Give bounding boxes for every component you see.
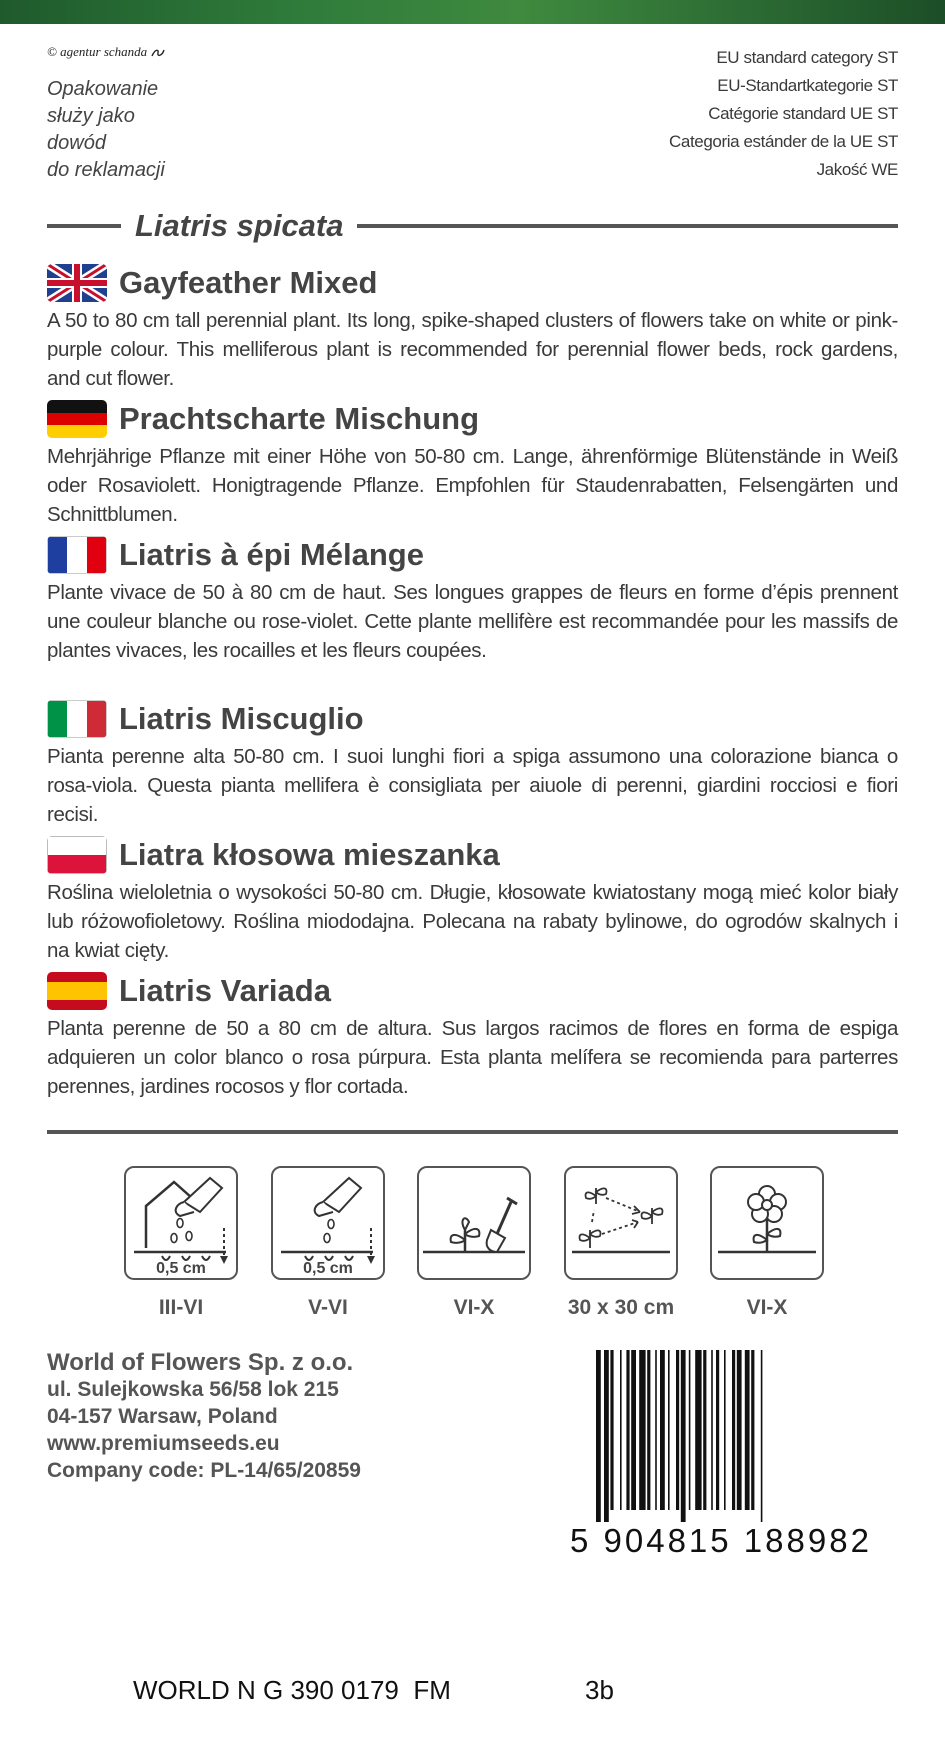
barcode-bar <box>689 1350 691 1510</box>
packaging-note <box>47 76 165 184</box>
category-line: EU-Standartkategorie ST <box>717 76 898 95</box>
language-title: Liatris à épi Mélange <box>119 537 424 572</box>
barcode-bar <box>716 1350 719 1510</box>
france-flag-icon <box>47 536 107 574</box>
barcode-bar <box>620 1350 622 1510</box>
packaging-note-line: służy jako <box>47 105 135 127</box>
italy-flag-icon <box>47 700 107 738</box>
divider <box>47 1130 898 1134</box>
category-line: EU standard category ST <box>716 48 898 67</box>
company-address: 04-157 Warsaw, Poland <box>47 1405 278 1428</box>
company-website: www.premiumseeds.eu <box>47 1432 280 1455</box>
uk-flag-icon <box>47 264 107 302</box>
barcode-bars <box>570 1350 900 1522</box>
barcode-bar <box>703 1350 706 1510</box>
barcode-bar <box>655 1350 657 1510</box>
barcode-bar <box>737 1350 742 1510</box>
species-name: Liatris spicata <box>135 208 344 243</box>
germany-flag-icon <box>47 400 107 438</box>
divider <box>47 224 121 228</box>
poland-flag-icon <box>47 836 107 874</box>
print-code: WORLD N G 390 0179 FM <box>133 1675 451 1705</box>
company-code: Company code: PL-14/65/20859 <box>47 1459 361 1482</box>
language-description: Planta perenne de 50 a 80 cm de altura. Sus largos racimos de flores en forma de espiga adquieren un color blanco o rosa púrpura. Esta planta melífera se recomienda para parterres perennes, jardines rocosos y flor cortada. <box>47 1017 898 1098</box>
divider <box>357 224 898 228</box>
barcode-bar <box>631 1350 636 1510</box>
barcode-bar <box>604 1350 609 1522</box>
barcode-bar <box>751 1350 754 1510</box>
barcode-bar <box>639 1350 645 1510</box>
plant-spacing-icon <box>564 1166 678 1280</box>
flowering-icon <box>710 1166 824 1280</box>
language-description: Pianta perenne alta 50-80 cm. I suoi lunghi fiori a spiga assumono una colorazione bianca o rosa-viola. Questa pianta mellifera è consigliata per aiuole di perenni, giardini rocciosi e fiori recisi. <box>47 745 898 826</box>
sowing-depth-label: 0,5 cm <box>156 1260 206 1277</box>
barcode-bar <box>676 1350 679 1510</box>
copyright-notice <box>47 44 166 60</box>
category-line: Jakość WE <box>816 160 898 179</box>
seed-category-list <box>669 44 898 184</box>
barcode-bar <box>732 1350 735 1510</box>
language-title: Liatris Miscuglio <box>119 701 364 736</box>
barcode-bar <box>681 1350 686 1522</box>
indoor-sowing-icon <box>124 1166 238 1280</box>
barcode-bar <box>745 1350 750 1510</box>
signature-icon <box>150 48 166 58</box>
language-section-it <box>47 698 898 829</box>
packaging-note-line: do reklamacji <box>47 159 165 181</box>
transplanting-icon <box>417 1166 531 1280</box>
company-name: World of Flowers Sp. z o.o. <box>47 1349 354 1376</box>
packaging-note-line: dowód <box>47 132 106 154</box>
barcode-bar <box>724 1350 726 1510</box>
language-section-en <box>47 262 898 393</box>
language-title: Liatris Variada <box>119 973 331 1008</box>
company-address: ul. Sulejkowska 56/58 lok 215 <box>47 1378 339 1401</box>
barcode-bar <box>596 1350 601 1522</box>
language-title: Liatra kłosowa mieszanka <box>119 837 500 872</box>
flowering-period-label: VI-X <box>746 1296 788 1319</box>
barcode-bar <box>647 1350 650 1510</box>
barcode-bar <box>695 1350 701 1510</box>
print-variant: 3b <box>585 1675 614 1705</box>
sowing-period-label: III-VI <box>158 1296 204 1319</box>
sowing-depth-label: 0,5 cm <box>303 1260 353 1277</box>
language-description: A 50 to 80 cm tall perennial plant. Its long, spike-shaped clusters of flowers take on white or pink-purple colour. This melliferous plant is recommended for perennial flower beds, rock gardens, and cut flower. <box>47 309 898 390</box>
language-description: Mehrjährige Pflanze mit einer Höhe von 50-80 cm. Lange, ährenförmige Blütenstände in Weiß oder Rosaviolett. Honigtragende Pflanze. Empfohlen für Staudenrabatten, Felsengärten und Schnittblumen. <box>47 445 898 526</box>
top-photo-band <box>0 0 945 24</box>
barcode-bar <box>711 1350 713 1510</box>
language-section-pl <box>47 834 898 965</box>
category-line: Categoria estánder de la UE ST <box>669 132 898 151</box>
barcode-bar <box>668 1350 670 1510</box>
company-info <box>47 1349 361 1484</box>
language-section-de <box>47 398 898 529</box>
language-title: Prachtscharte Mischung <box>119 401 480 436</box>
spain-flag-icon <box>47 972 107 1010</box>
copyright-text: © agentur schanda <box>47 44 148 59</box>
language-section-es <box>47 970 898 1101</box>
language-section-fr <box>47 534 898 665</box>
barcode-bar <box>761 1350 763 1522</box>
category-line: Catégorie standard UE ST <box>708 104 898 123</box>
barcode-bar <box>610 1350 613 1510</box>
spacing-label: 30 x 30 cm <box>567 1296 675 1319</box>
packaging-note-line: Opakowanie <box>47 78 159 100</box>
barcode-bar <box>626 1350 629 1510</box>
planting-period-label: VI-X <box>453 1296 495 1319</box>
barcode <box>570 1350 900 1562</box>
outdoor-sowing-icon <box>271 1166 385 1280</box>
language-description: Roślina wieloletnia o wysokości 50-80 cm. Długie, kłosowate kwiatostany mogą mieć kolor biały lub różowofioletowy. Roślina miododajna. Polecana na rabaty bylinowe, do ogrodów skalnych i na kwiat cięty. <box>47 881 898 962</box>
cultivation-icons <box>47 1166 898 1326</box>
sowing-period-label: V-VI <box>308 1296 348 1319</box>
barcode-number: 5 904815 188982 <box>570 1522 872 1559</box>
language-description: Plante vivace de 50 à 80 cm de haut. Ses longues grappes de fleurs en forme d’épis prennent une couleur blanche ou rose-violet. Cette plante mellifère est recommandée pour les massifs de plantes vivaces, les rocailles et les fleurs coupées. <box>47 581 898 662</box>
language-title: Gayfeather Mixed <box>119 265 378 300</box>
barcode-bar <box>660 1350 665 1510</box>
species-heading <box>47 206 898 246</box>
